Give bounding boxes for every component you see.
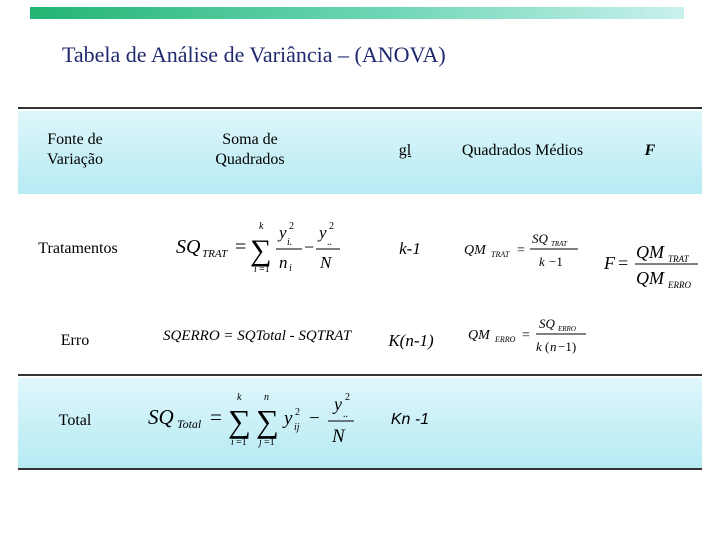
svg-text:∑: ∑ bbox=[250, 234, 272, 267]
svg-text:−1): −1) bbox=[558, 339, 577, 354]
svg-text:y: y bbox=[284, 408, 293, 429]
svg-text:k: k bbox=[237, 392, 242, 403]
svg-text:j: j bbox=[259, 437, 262, 448]
svg-text:n: n bbox=[279, 253, 288, 272]
svg-text:SQ: SQ bbox=[176, 236, 201, 258]
svg-text:TRAT: TRAT bbox=[491, 250, 510, 259]
sq-trat-formula bbox=[172, 216, 342, 278]
svg-text:SQ: SQ bbox=[539, 316, 555, 331]
svg-text:=: = bbox=[210, 405, 222, 429]
svg-text:i: i bbox=[254, 264, 257, 275]
svg-text:2: 2 bbox=[295, 407, 300, 418]
row-tratamentos-label: Tratamentos bbox=[38, 240, 118, 257]
qm-erro-formula bbox=[466, 313, 590, 355]
title-accent-bar bbox=[30, 7, 684, 19]
svg-text:ERRO: ERRO bbox=[668, 280, 691, 290]
svg-text:y: y bbox=[279, 223, 287, 242]
svg-text:N: N bbox=[320, 253, 332, 272]
svg-text:=1: =1 bbox=[259, 264, 270, 275]
svg-text:SQ: SQ bbox=[148, 405, 174, 429]
svg-text:QM: QM bbox=[464, 243, 486, 258]
svg-text:ERRO: ERRO bbox=[558, 325, 576, 333]
row-erro-gl: K(n-1) bbox=[388, 331, 434, 350]
svg-text:n: n bbox=[264, 392, 269, 403]
header-gl: gl bbox=[398, 142, 412, 159]
svg-text:i: i bbox=[289, 263, 292, 274]
header-quadrados-medios: Quadrados Médios bbox=[461, 142, 584, 159]
svg-text:ij: ij bbox=[294, 422, 300, 433]
svg-text:2: 2 bbox=[289, 221, 294, 232]
page-title: Tabela de Análise de Variância – (ANOVA) bbox=[62, 42, 446, 67]
svg-text:k: k bbox=[539, 254, 545, 269]
svg-text:..: .. bbox=[327, 237, 332, 248]
table-total-band bbox=[18, 374, 702, 470]
svg-text:i: i bbox=[231, 437, 234, 448]
svg-text:TRAT: TRAT bbox=[202, 248, 228, 260]
svg-text:−: − bbox=[304, 237, 315, 257]
svg-text:y: y bbox=[334, 394, 342, 414]
svg-text:2: 2 bbox=[345, 392, 350, 403]
svg-text:TRAT: TRAT bbox=[668, 254, 689, 264]
svg-text:(: ( bbox=[545, 339, 550, 354]
svg-text:=: = bbox=[618, 253, 629, 273]
svg-text:=: = bbox=[235, 236, 247, 258]
svg-text:−: − bbox=[309, 408, 320, 429]
svg-text:N: N bbox=[332, 426, 345, 447]
header-f: F bbox=[644, 142, 656, 159]
svg-text:SQ: SQ bbox=[532, 231, 548, 246]
row-total-label: Total bbox=[58, 412, 92, 429]
row-total-gl: Kn -1 bbox=[390, 411, 430, 428]
svg-text:QM: QM bbox=[636, 268, 664, 288]
svg-text:n: n bbox=[550, 339, 557, 354]
svg-text:∑: ∑ bbox=[256, 403, 279, 439]
svg-text:=1: =1 bbox=[236, 437, 247, 448]
svg-text:=: = bbox=[522, 328, 530, 343]
svg-text:QM: QM bbox=[468, 328, 490, 343]
svg-text:∑: ∑ bbox=[228, 403, 251, 439]
svg-text:−1: −1 bbox=[549, 254, 563, 269]
f-formula bbox=[602, 236, 702, 292]
svg-text:..: .. bbox=[343, 409, 348, 420]
sq-total-formula bbox=[146, 386, 356, 452]
qm-trat-formula bbox=[462, 228, 582, 270]
svg-text:2: 2 bbox=[329, 221, 334, 232]
svg-text:QM: QM bbox=[636, 242, 664, 262]
header-fonte: Fonte de Variação bbox=[47, 131, 103, 168]
svg-text:y: y bbox=[319, 223, 327, 242]
svg-text:ERRO: ERRO bbox=[495, 335, 516, 344]
svg-text:Total: Total bbox=[177, 417, 202, 431]
svg-text:F: F bbox=[604, 253, 615, 273]
svg-text:k: k bbox=[259, 221, 264, 232]
row-erro-label: Erro bbox=[60, 332, 90, 349]
header-soma: Soma de Quadrados bbox=[215, 131, 285, 168]
svg-text:k: k bbox=[536, 339, 542, 354]
svg-text:TRAT: TRAT bbox=[551, 240, 568, 248]
row-tratamentos-gl: k-1 bbox=[399, 239, 421, 258]
svg-text:i.: i. bbox=[287, 237, 293, 248]
svg-text:=1: =1 bbox=[264, 437, 275, 448]
svg-text:=: = bbox=[517, 243, 525, 258]
sq-erro-formula: SQERRO = SQTotal - SQTRAT bbox=[163, 328, 352, 344]
